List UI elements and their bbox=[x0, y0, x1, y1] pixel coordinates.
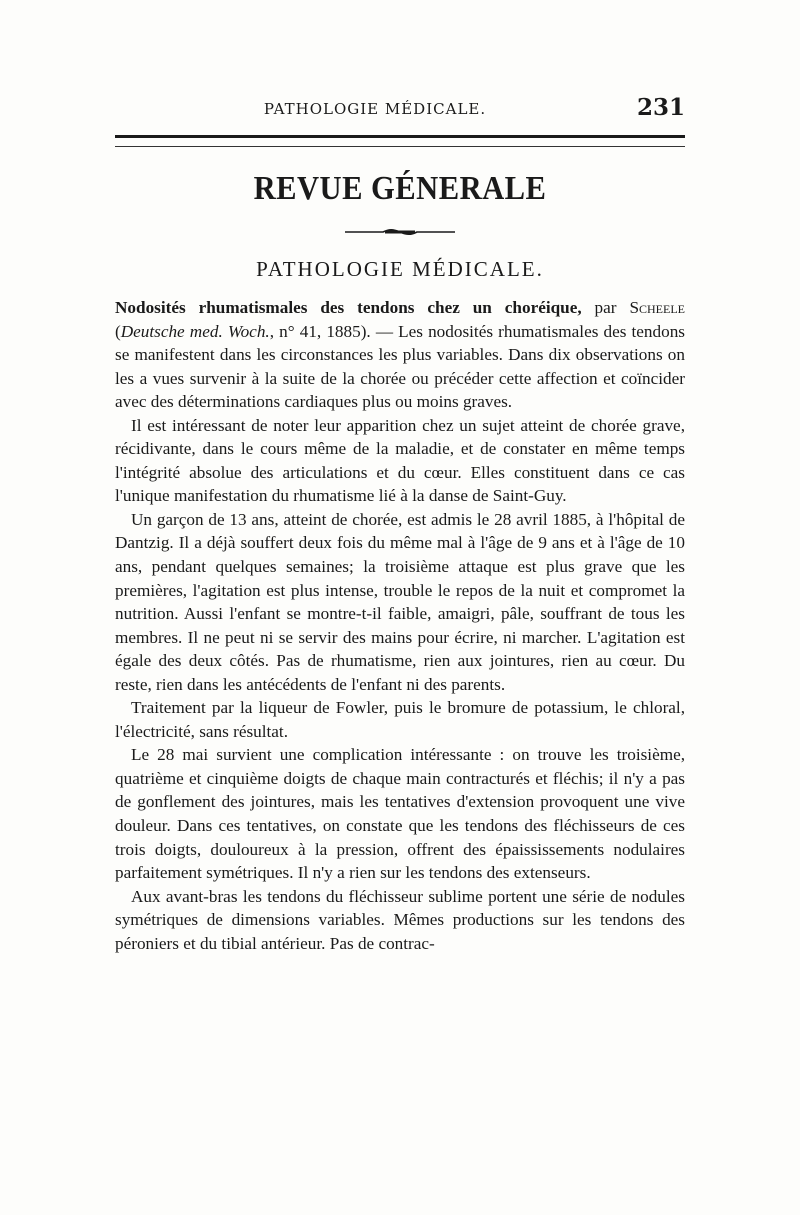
article-first-paragraph bbox=[115, 296, 685, 414]
paragraph: Un garçon de 13 ans, atteint de chorée, est admis le 28 avril 1885, à l'hôpital de Dantzig. Il a déjà souffert deux fois du même mal à l'âge de 9 ans et à l'âge de 10 ans, pendant quelques semaines; la troisième attaque est plus grave que les premières, l'agitation est plus intense, trouble le repos de la nuit et compromet la nutrition. Aussi l'enfant se montre-t-il faible, amaigri, pâle, souffrant de tous les membres. Il ne peut ni se servir des mains pour écrire, ni marcher. L'agitation est égale des deux côtés. Pas de rhumatisme, rien aux jointures, rien au cœur. Du reste, rien dans les antécédents de l'enfant ni des parents. bbox=[115, 509, 685, 694]
citation-journal: Deutsche med. Woch. bbox=[120, 321, 270, 341]
running-title: PATHOLOGIE MÉDICALE. bbox=[263, 100, 487, 118]
paragraph: Traitement par la liqueur de Fowler, puis le bromure de potassium, le chloral, l'électricité, sans résultat. bbox=[115, 698, 685, 741]
subsection-title: PATHOLOGIE MÉDICALE. bbox=[256, 257, 544, 281]
header-rule-thin bbox=[115, 146, 685, 147]
section-title: REVUE GÉNERALE bbox=[253, 170, 547, 207]
ornament-divider bbox=[345, 228, 455, 236]
paragraph: Le 28 mai survient une complication intéressante : on trouve les troisième, quatrième et cinquième doigts de chaque main contracturés et fléchis; il n'y a pas de gonflement des jointures, mais les tentatives d'extension provoquent une vive douleur. Dans ces tentatives, on constate que les tendons des fléchisseurs de ces trois doigts, douloureux à la pression, offrent des épaississements nodulaires parfaitement symétriques. Il n'y a rien sur les tendons des extenseurs. bbox=[115, 745, 685, 883]
article-by: par bbox=[581, 298, 630, 317]
article-body bbox=[115, 296, 685, 955]
page-number: 231 bbox=[636, 94, 685, 121]
citation-open: ( bbox=[115, 321, 121, 341]
article-author: Scheele bbox=[629, 298, 685, 317]
article-title: Nodosités rhumatismales des tendons chez un choréique, bbox=[115, 298, 582, 317]
running-header bbox=[115, 94, 685, 122]
article-citation bbox=[115, 322, 398, 341]
paragraph: Aux avant-bras les tendons du fléchisseur sublime portent une série de nodules symétriques de dimensions variables. Mêmes productions sur les tendons des péroniers et du tibial antérieur. Pas de contrac- bbox=[115, 886, 685, 953]
citation-details: , n° 41, 1885). — bbox=[269, 321, 399, 341]
header-rule-thick bbox=[115, 135, 685, 138]
paragraph: Il est intéressant de noter leur apparition chez un sujet atteint de chorée grave, récidivante, dans le cours même de la maladie, et de constater en même temps l'intégrité absolue des articulations et du cœur. Elles constituent dans ce cas l'unique manifestation du rhumatisme lié à la danse de Saint-Guy. bbox=[115, 415, 685, 506]
paragraph-text: Les nodosités rhumatismales des tendons se manifestent dans les circonstances les plus variables. Dans dix observations on les a vues survenir à la suite de la chorée ou précéder cette affection et coïncider avec des déterminations cardiaques plus ou moins graves. bbox=[115, 321, 685, 412]
